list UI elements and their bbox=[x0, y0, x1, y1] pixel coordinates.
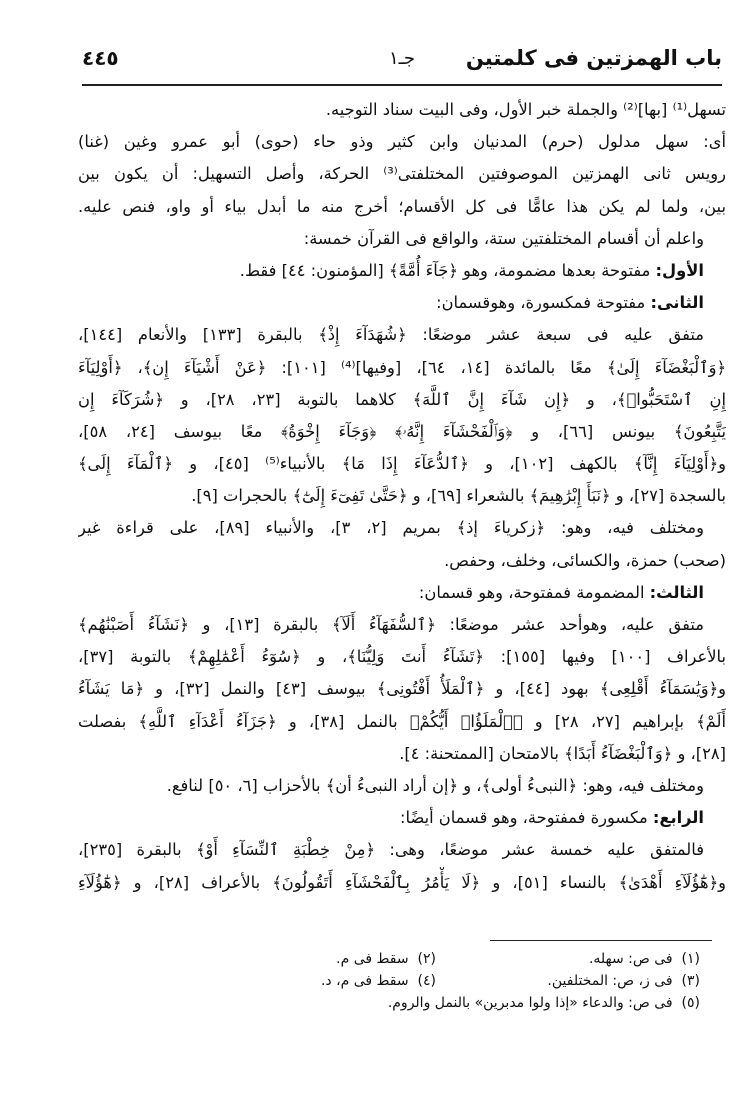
text-line bbox=[78, 158, 726, 190]
line-text: فالمتفق عليه خمسة عشر موضعًا، وهى: ﴿مِنْ خِطْبَةِ ٱلنِّسَآءِ أَوْ﴾ بالبقرة [٢٣٥]، bbox=[78, 840, 704, 860]
footnote bbox=[547, 970, 700, 992]
text-line bbox=[78, 384, 726, 416]
text-line bbox=[78, 609, 726, 641]
line-text: ومختلف فيه، وهو: ﴿زكرياءَ إذ﴾ بمريم [٢، ٣]، والأنبياء [٨٩]، على قراءة غير bbox=[78, 518, 704, 538]
text-line bbox=[78, 738, 726, 770]
footnote-number: (٣) bbox=[681, 973, 700, 989]
text-line bbox=[78, 448, 726, 480]
line-text: رويس ثانى الهمزتين الموصوفتين المختلفتى⁽³⁾ الحركة، وأصل التسهيل: أن يكون بين bbox=[78, 164, 726, 184]
footnote bbox=[388, 992, 700, 1014]
line-text: مفتوحة بعدها مضمومة، وهو ﴿جَآءَ أُمَّةً﴾ [المؤمنون: ٤٤] فقط. bbox=[239, 260, 656, 280]
line-text: بين، ولما لم يكن هذا عامًّا فى كل الأقسام؛ أخرج منه ما أبدل بياء أو واو، فنص عليه. bbox=[78, 196, 726, 216]
footnote-number: (٢) bbox=[417, 951, 436, 967]
footnote bbox=[336, 948, 436, 970]
footnote-row bbox=[78, 948, 726, 970]
line-text: تسهل⁽¹⁾ [بها]⁽²⁾ والجملة خبر الأول، وفى البيت سناد التوجيه. bbox=[325, 100, 726, 119]
line-text: ومختلف فيه، وهو: ﴿النبىءُ أولى﴾، و ﴿إن أراد النبىءُ أن﴾ بالأحزاب [٦، ٥٠] لنافع. bbox=[166, 775, 704, 795]
text-line bbox=[78, 352, 726, 384]
footnotes bbox=[78, 948, 726, 1014]
volume-marker: جـ١ bbox=[388, 48, 416, 69]
text-line bbox=[78, 641, 726, 673]
text-line bbox=[78, 577, 726, 609]
text-line bbox=[78, 706, 726, 738]
footnote-row bbox=[78, 970, 726, 992]
line-text: إِنِ ٱسْتَحَبُّوا۟﴾، و ﴿إِن شَآءَ إِنَّ ٱللَّهَ﴾ كلاهما بالتوبة [٢٣، ٢٨]، و ﴿شُرَكَآءَ إِن bbox=[78, 389, 726, 409]
footnote-number: (٥) bbox=[681, 995, 700, 1011]
footnote-text: فى ز، ص: المختلفين. bbox=[547, 973, 673, 989]
text-line bbox=[78, 255, 726, 287]
line-text: متفق عليه، وهوأحد عشر موضعًا: ﴿ٱلسُّفَهَآءُ أَلَآ﴾ بالبقرة [١٣]، و ﴿نَشَآءُ أَصَبْنَٰهُم﴾ bbox=[78, 615, 704, 634]
text-line bbox=[78, 512, 726, 544]
footnote-text: سقط فى م. bbox=[336, 951, 409, 967]
text-line bbox=[78, 287, 726, 319]
line-text: بالأعراف [١٠٠] وفيها [١٥٥]: ﴿تَشَآءُ أَنتَ وَلِيُّنَا﴾، و ﴿سُوٓءُ أَعْمَٰلِهِمْ﴾ بالتوبة [٣٧]، bbox=[78, 647, 726, 667]
section-label: الثالث: bbox=[649, 582, 704, 602]
text-line bbox=[78, 673, 726, 705]
text-line bbox=[78, 834, 726, 866]
footnote-text: فى ص: سهله. bbox=[588, 951, 673, 967]
line-text: واعلم أن أقسام المختلفتين ستة، والواقع فى القرآن خمسة: bbox=[303, 228, 704, 248]
header-rule bbox=[82, 84, 722, 86]
line-text: مكسورة فمفتوحة، وهو قسمان أيضًا: bbox=[400, 808, 653, 828]
footnote-text: فى ص: والدعاء «إذا ولوا مدبرين» بالنمل والروم. bbox=[387, 995, 673, 1011]
text-line bbox=[78, 545, 726, 577]
line-text: أَلَمْ﴾ بإبراهيم [٢٧، ٢٨] و ﴿ٱلْمَلَؤُا۟ أَيُّكُمْ﴾ بالنمل [٣٨]، و ﴿جَزَآءُ أَعْدَآءِ ٱللَّهِ﴾ بفصلت bbox=[78, 711, 726, 731]
footnote-text: سقط فى م، د. bbox=[320, 973, 409, 989]
footnote-number: (٤) bbox=[417, 973, 436, 989]
line-text: [٢٨]، و ﴿وَٱلْبَغْضَآءُ أَبَدًا﴾ بالامتحان [الممتحنة: ٤]. bbox=[399, 743, 726, 763]
text-line bbox=[78, 126, 726, 158]
line-text: (صحب) حمزة، والكسائى، وخلف، وحفص. bbox=[444, 550, 726, 570]
section-label: الرابع: bbox=[652, 808, 704, 828]
line-text: و﴿هَٰٓؤُلَآءِ أَهْدَىٰ﴾ بالنساء [٥١]، و ﴿لَا يَأْمُرُ بِٱلْفَحْشَآءِ أَتَقُولُونَ﴾ بالأعراف [٢٨]، و ﴿هَٰٓؤُلَآءِ bbox=[78, 872, 726, 892]
section-label: الثانى: bbox=[650, 293, 704, 313]
line-text: متفق عليه فى سبعة عشر موضعًا: ﴿شُهَدَآءَ إِذْ﴾ بالبقرة [١٣٣] والأنعام [١٤٤]، bbox=[78, 325, 705, 345]
text-line bbox=[78, 223, 726, 255]
line-text: بالسجدة [٢٧]، و ﴿نَبَأَ إِبْرَٰهِيمَ﴾ بالشعراء [٦٩]، و ﴿حَتَّىٰ تَفِىٓءَ إِلَىٰٓ﴾ بالحجرات [٩]. bbox=[191, 486, 726, 506]
page-number: ٤٤٥ bbox=[82, 46, 119, 70]
line-text: يَتَّبِعُونَ﴾ بيونس [٦٦]، و ﴿وَٱلْفَحْشَآءَ إِنَّهُۥ﴾ ﴿وَجَآءَ إِخْوَةُ﴾ معًا بيوسف [٢٤، ٥٨]، bbox=[78, 421, 726, 441]
chapter-title: باب الهمزتين فى كلمتين bbox=[465, 46, 722, 70]
line-text: و﴿وَيَٰسَمَآءُ أَقْلِعِى﴾ بهود [٤٤]، و ﴿ٱلْمَلَأُ أَفْتُونِى﴾ بيوسف [٤٣] والنمل [٣٢]، و ﴿مَا يَشَآءُ bbox=[78, 679, 726, 699]
line-text: ﴿وَٱلْبَغْضَآءَ إِلَىٰ﴾ معًا بالمائدة [١٤، ٦٤]، [وفيها]⁽⁴⁾ [١٠١]: ﴿عَنْ أَشْيَآءَ إِن﴾، ﴿أَوْلِيَآءَ bbox=[78, 357, 726, 377]
text-line bbox=[78, 480, 726, 512]
footnote bbox=[321, 970, 436, 992]
footnote-number: (١) bbox=[681, 951, 700, 967]
footnote-row bbox=[78, 992, 726, 1014]
text-line bbox=[78, 867, 726, 899]
text-line bbox=[78, 416, 726, 448]
footnote-rule bbox=[490, 940, 712, 941]
line-text: المضمومة فمفتوحة، وهو قسمان: bbox=[418, 582, 650, 602]
section-label: الأول: bbox=[655, 260, 704, 280]
line-text: أى: سهل مدلول (حرم) المدنيان وابن كثير وذو حاء (حوى) أبو عمرو وغين (غنا) bbox=[78, 132, 726, 152]
text-line bbox=[78, 94, 726, 126]
text-line bbox=[78, 802, 726, 834]
main-text bbox=[78, 94, 726, 924]
running-header bbox=[82, 40, 722, 84]
line-text: مفتوحة فمكسورة، وهوقسمان: bbox=[436, 293, 651, 313]
footnote bbox=[589, 948, 700, 970]
text-line bbox=[78, 191, 726, 223]
text-line bbox=[78, 319, 726, 351]
text-line bbox=[78, 770, 726, 802]
line-text: و﴿أَوْلِيَآءَ إِنَّآ﴾ بالكهف [١٠٢]، و ﴿ٱلدُّعَآءَ إِذَا مَا﴾ بالأنبياء⁽⁵⁾ [٤٥]، و ﴿ٱلْمَآءَ إِلَى﴾ bbox=[78, 454, 726, 474]
